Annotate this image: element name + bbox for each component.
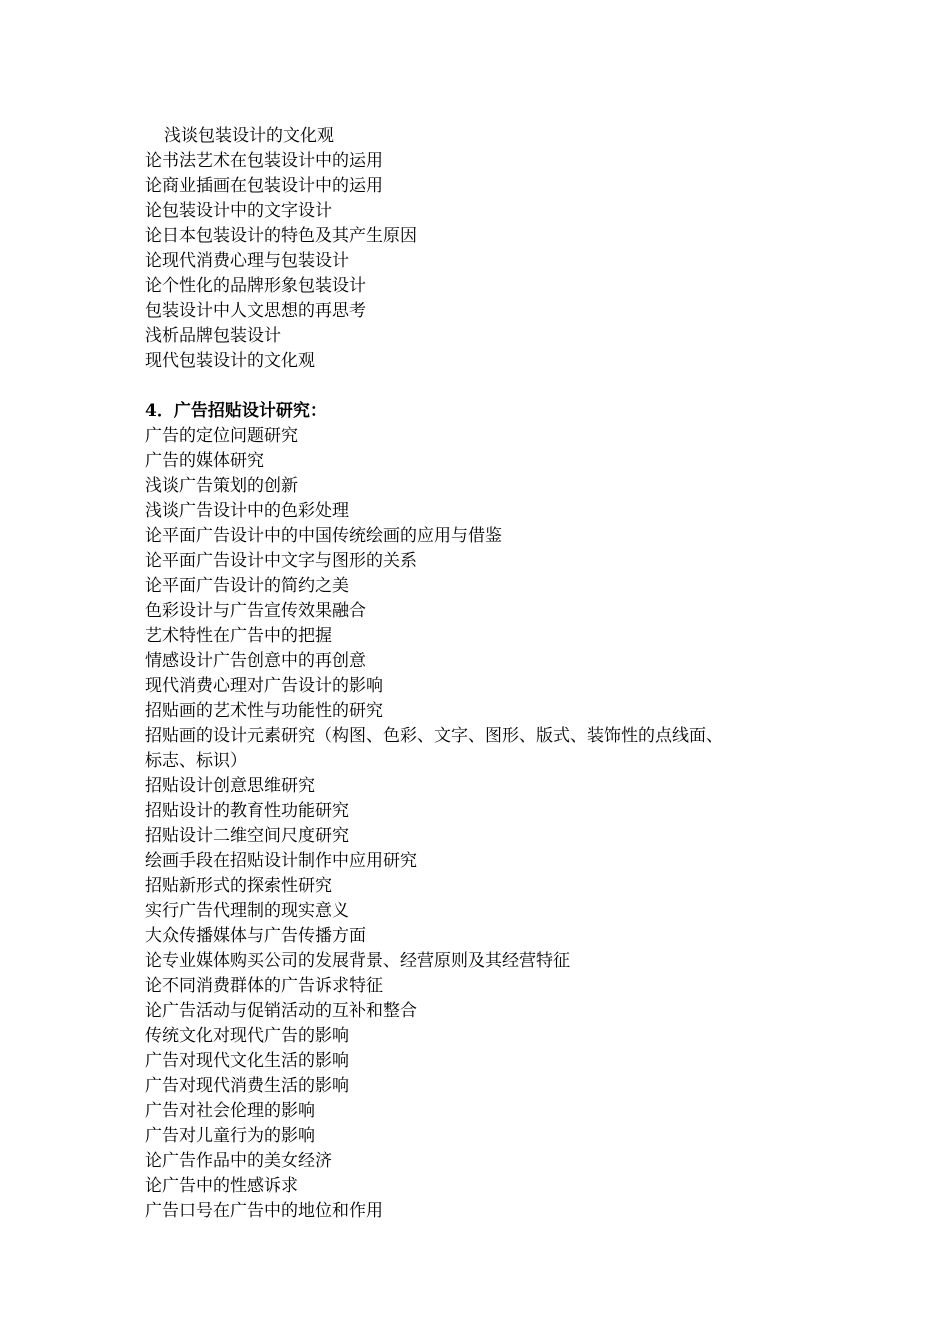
document-page	[145, 124, 825, 1224]
list-item: 招贴画的设计元素研究（构图、色彩、文字、图形、版式、装饰性的点线面、	[145, 726, 723, 746]
list-item: 论平面广告设计中的中国传统绘画的应用与借鉴	[145, 526, 502, 546]
list-item: 浅谈广告策划的创新	[145, 476, 298, 496]
list-item: 论专业媒体购买公司的发展背景、经营原则及其经营特征	[145, 951, 570, 971]
list-item: 论广告作品中的美女经济	[145, 1151, 332, 1171]
list-item: 招贴新形式的探索性研究	[145, 876, 332, 896]
list-item: 论广告活动与促销活动的互补和整合	[145, 1001, 417, 1021]
list-item: 论包装设计中的文字设计	[145, 201, 332, 221]
list-item: 传统文化对现代广告的影响	[145, 1026, 349, 1046]
section4-list	[145, 424, 825, 1224]
list-item: 绘画手段在招贴设计制作中应用研究	[145, 851, 417, 871]
list-item: 广告对儿童行为的影响	[145, 1126, 315, 1146]
list-item: 广告对社会伦理的影响	[145, 1101, 315, 1121]
list-item: 现代包装设计的文化观	[145, 351, 315, 371]
list-item: 现代消费心理对广告设计的影响	[145, 676, 383, 696]
list-item: 招贴设计二维空间尺度研究	[145, 826, 349, 846]
list-item: 论书法艺术在包装设计中的运用	[145, 151, 383, 171]
list-item: 实行广告代理制的现实意义	[145, 901, 349, 921]
list-item: 广告的媒体研究	[145, 451, 264, 471]
list-item: 浅谈广告设计中的色彩处理	[145, 501, 349, 521]
list-item: 广告对现代文化生活的影响	[145, 1051, 349, 1071]
list-item-continuation: 标志、标识）	[145, 751, 247, 771]
list-item: 广告的定位问题研究	[145, 426, 298, 446]
list-item: 论现代消费心理与包装设计	[145, 251, 349, 271]
list-item: 招贴画的艺术性与功能性的研究	[145, 701, 383, 721]
list-item: 论平面广告设计的简约之美	[145, 576, 349, 596]
paragraph-spacer	[145, 374, 825, 399]
list-item: 论日本包装设计的特色及其产生原因	[145, 226, 417, 246]
list-item: 包装设计中人文思想的再思考	[145, 301, 366, 321]
list-item: 色彩设计与广告宣传效果融合	[145, 601, 366, 621]
section-heading: 4．广告招贴设计研究：	[145, 401, 327, 421]
section3-list	[145, 124, 825, 374]
list-item: 论商业插画在包装设计中的运用	[145, 176, 383, 196]
list-item: 浅析品牌包装设计	[145, 326, 281, 346]
list-item: 论个性化的品牌形象包装设计	[145, 276, 366, 296]
list-item: 艺术特性在广告中的把握	[145, 626, 332, 646]
list-item: 招贴设计的教育性功能研究	[145, 801, 349, 821]
list-item: 情感设计广告创意中的再创意	[145, 651, 366, 671]
list-item: 广告对现代消费生活的影响	[145, 1076, 349, 1096]
list-item: 论广告中的性感诉求	[145, 1176, 298, 1196]
list-item: 大众传播媒体与广告传播方面	[145, 926, 366, 946]
list-item: 论平面广告设计中文字与图形的关系	[145, 551, 417, 571]
list-item: 广告口号在广告中的地位和作用	[145, 1201, 383, 1221]
list-item: 招贴设计创意思维研究	[145, 776, 315, 796]
list-item: 论不同消费群体的广告诉求特征	[145, 976, 383, 996]
list-item: 浅谈包装设计的文化观	[164, 126, 334, 146]
